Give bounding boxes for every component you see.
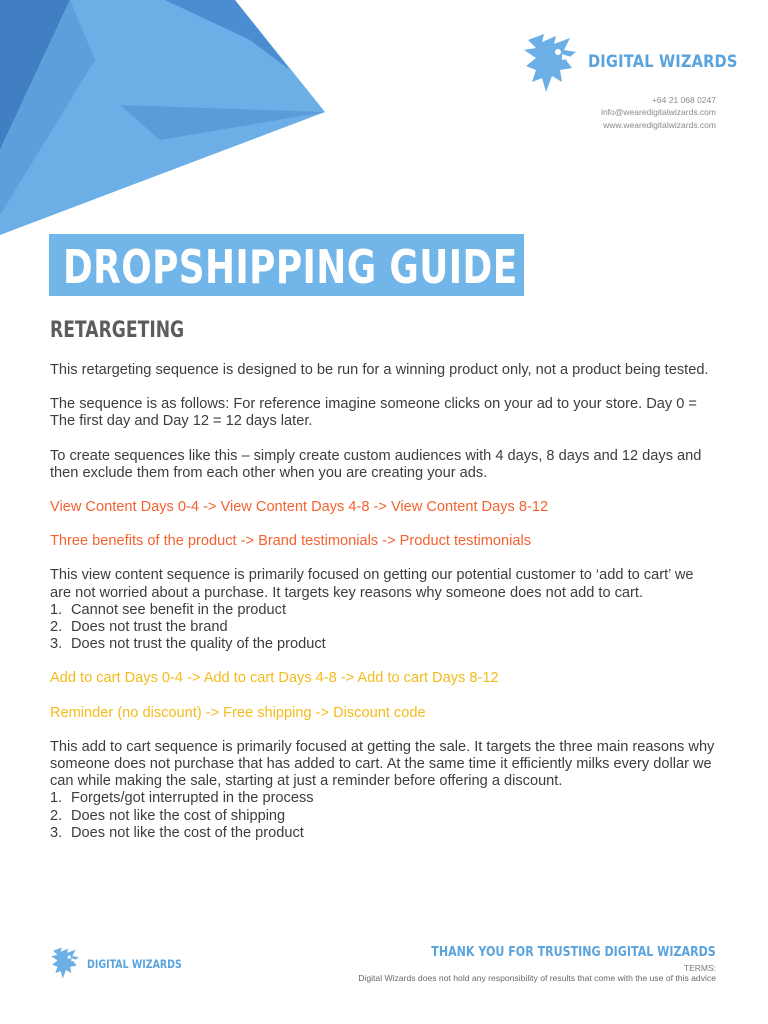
add-to-cart-reasons [50, 790, 718, 842]
corner-decoration [0, 0, 330, 235]
thank-you-text: THANK YOU FOR TRUSTING DIGITAL WIZARDS [431, 944, 716, 960]
list-item: 2. Does not like the cost of shipping [50, 807, 286, 824]
footer-notice [358, 944, 716, 983]
wizard-bird-icon [50, 944, 82, 982]
intro-paragraph: This retargeting sequence is designed to be run for a winning product only, not a product being tested. [50, 362, 709, 378]
section-title: RETARGETING [50, 318, 185, 343]
add-to-cart-description: This add to cart sequence is primarily focused at getting the sale. It targets the three main reasons why someone does not purchase that has added to cart. At the same time it efficiently milks every dollar we can while making the sale, starting at just a reminder before offering a discount. [50, 738, 715, 790]
terms-text: Digital Wizards does not hold any responsibility of results that come with the use of this advice [358, 973, 716, 983]
wizard-bird-icon [522, 30, 582, 96]
title-banner [49, 234, 524, 296]
view-content-description: This view content sequence is primarily focused on getting our potential customer to ‘add to cart’ we are not worried about a purchase. It targets key reasons why someone does not add to cart. [50, 567, 694, 601]
intro-paragraph: To create sequences like this – simply create custom audiences with 4 days, 8 days and 12 days and then exclude them from each other when you are creating your ads. [50, 447, 702, 481]
contact-email: info@wearedigitalwizards.com [601, 107, 716, 118]
list-item: 3. Does not like the cost of the product [50, 824, 304, 841]
list-item: 3. Does not trust the quality of the product [50, 636, 326, 653]
page-title: DROPSHIPPING GUIDE [63, 240, 518, 294]
contact-website: www.wearedigitalwizards.com [603, 119, 716, 130]
view-content-reasons [50, 602, 718, 654]
footer-logo [50, 944, 180, 984]
list-item: 1. Forgets/got interrupted in the process [50, 790, 314, 807]
add-to-cart-messages: Reminder (no discount) -> Free shipping -> Discount code [50, 704, 426, 721]
intro-paragraph: The sequence is as follows: For reference imagine someone clicks on your ad to your store. Day 0 = The first day and Day 12 = 12 days later. [50, 396, 697, 430]
terms-label: TERMS: [683, 963, 716, 973]
brand-name: DIGITAL WIZARDS [588, 52, 738, 72]
footer-brand-name: DIGITAL WIZARDS [87, 957, 182, 971]
contact-phone: +64 21 068 0247 [651, 95, 716, 105]
guide-content [50, 362, 718, 842]
view-content-messages: Three benefits of the product -> Brand testimonials -> Product testimonials [50, 533, 532, 550]
contact-info [601, 94, 716, 131]
add-to-cart-sequence: Add to cart Days 0-4 -> Add to cart Days 4-8 -> Add to cart Days 8-12 [50, 670, 499, 687]
view-content-sequence: View Content Days 0-4 -> View Content Days 4-8 -> View Content Days 8-12 [50, 499, 549, 516]
list-item: 2. Does not trust the brand [50, 619, 228, 636]
header-logo [522, 30, 738, 100]
list-item: 1. Cannot see benefit in the product [50, 601, 287, 618]
